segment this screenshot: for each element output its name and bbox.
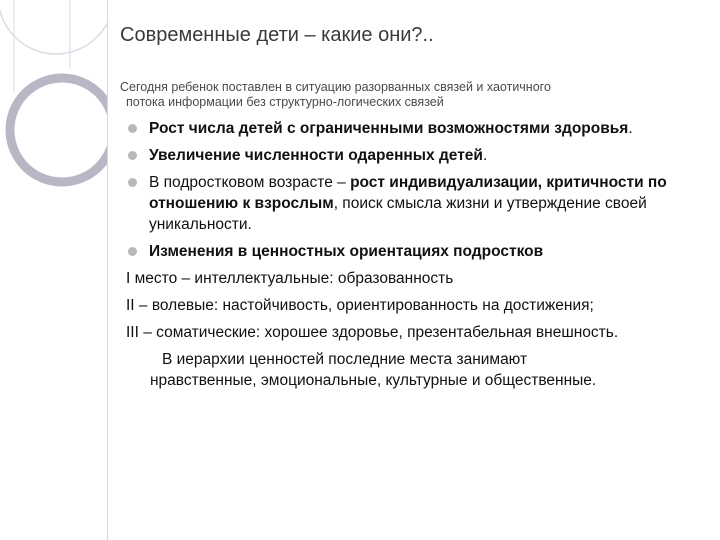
values-note bbox=[126, 349, 716, 391]
values-note-line-2: нравственные, эмоциональные, культурные и общественные. bbox=[150, 372, 597, 389]
bullet-item-1 bbox=[126, 118, 716, 139]
bullet-1-bold: Рост числа детей с ограниченными возможностями здоровья bbox=[149, 120, 629, 137]
bullet-item-3 bbox=[126, 172, 716, 235]
decorative-rings bbox=[0, 0, 108, 540]
slide-title: Современные дети – какие они?.. bbox=[120, 24, 434, 46]
slide-content bbox=[126, 118, 716, 391]
slide-subtitle bbox=[120, 80, 640, 110]
bullet-item-4 bbox=[126, 241, 716, 262]
bullet-2-bold: Увеличение численности одаренных детей bbox=[149, 147, 483, 164]
bullet-4-bold: Изменения в ценностных ориентациях подростков bbox=[149, 243, 544, 260]
bullet-3-prefix: В подростковом возрасте – bbox=[149, 174, 351, 191]
top-ring bbox=[0, 0, 108, 54]
bullet-3-bold: рост индивидуализации, критичности по отношению к взрослым bbox=[149, 174, 667, 212]
bullet-3-tail: , поиск смысла жизни и утверждение своей уникальности. bbox=[149, 195, 647, 233]
bullet-1-tail: . bbox=[628, 120, 633, 137]
bullet-2-tail: . bbox=[482, 147, 488, 164]
rank-line-2: II – волевые: настойчивость, ориентированность на достижения; bbox=[126, 297, 594, 314]
large-ring bbox=[10, 78, 108, 182]
rank-line-3: III – соматические: хорошее здоровье, презентабельная внешность. bbox=[126, 324, 619, 341]
sidebar-divider bbox=[107, 0, 108, 540]
bullet-dot-icon bbox=[128, 247, 137, 256]
bullet-dot-icon bbox=[128, 178, 137, 187]
subtitle-line-2: потока информации без структурно-логических связей bbox=[126, 95, 444, 109]
bullet-item-2 bbox=[126, 145, 716, 166]
subtitle-line-1: Сегодня ребенок поставлен в ситуацию разорванных связей и хаотичного bbox=[120, 80, 551, 94]
rank-line-1: I место – интеллектуальные: образованность bbox=[126, 270, 454, 287]
bullet-dot-icon bbox=[128, 124, 137, 133]
bullet-dot-icon bbox=[128, 151, 137, 160]
values-note-line-1: В иерархии ценностей последние места занимают bbox=[162, 351, 528, 368]
